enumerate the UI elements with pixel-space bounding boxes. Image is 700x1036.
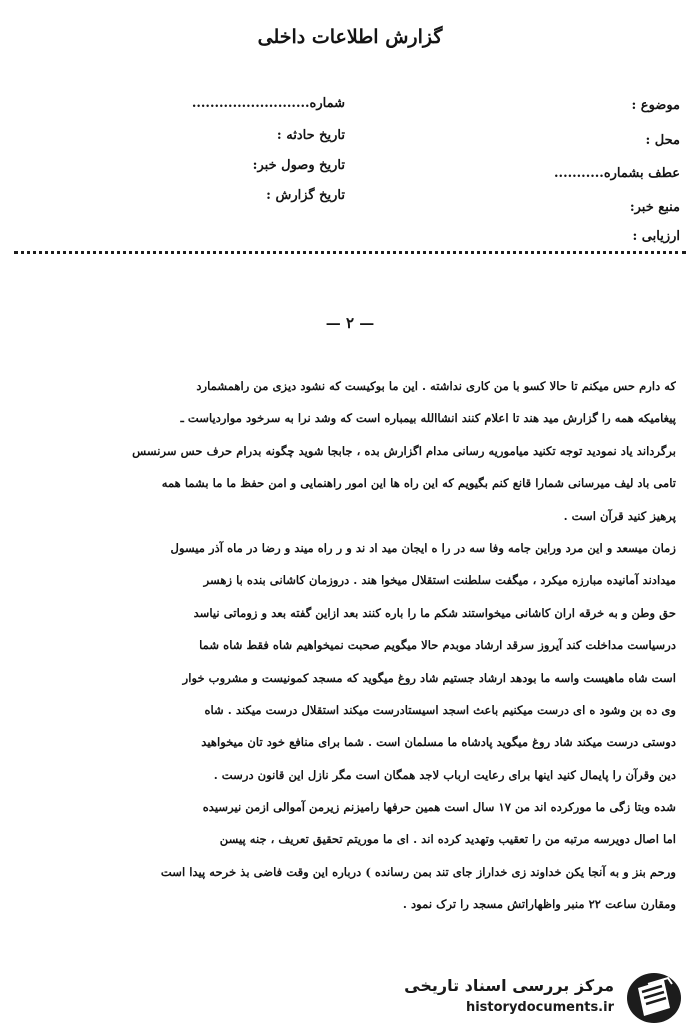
body-line: پیغامیکه همه را گزارش مید هند تا اعلام کنند انشاالله بیمباره است که وشد نرا به سرخود مواردیاست ـ <box>180 411 676 426</box>
news-receipt-date-label: تاریخ وصول خبر: <box>252 158 345 173</box>
incident-date-label: تاریخ حادثه : <box>276 128 345 143</box>
watermark-title: مرکز بررسی اسناد تاریخی <box>404 976 614 995</box>
header-divider <box>14 251 686 254</box>
number-label: شماره <box>309 96 345 111</box>
reference-value: ........... <box>554 166 604 181</box>
body-line: تامی باد لیف میرسانی شمارا قانع کنم بگیویم که این راه ها این امور راهنمایی و امن حفظ ما ما بشما همه <box>161 476 676 491</box>
body-line: زمان میسعد و این مرد وراین جامه وفا سه در را ه ایجان مید اد ند و ر راه میند و رضا در ماه آذر میسول <box>170 540 676 555</box>
archive-watermark <box>394 970 684 1026</box>
archive-logo-icon <box>624 970 684 1026</box>
report-body <box>20 370 676 921</box>
body-line: است شاه ماهیست واسه ما بودهد ارشاد جستیم شاد روغ میگوید که مسجد کمونیست و مشروب خوار <box>182 670 676 685</box>
page-number: — ۲ — <box>325 314 375 332</box>
body-line: که دارم حس میکنم تا حالا کسو با من کاری نداشته . این ما بوکیست که نشود دیزی من راهمشمارد <box>196 379 676 393</box>
body-line: شده وبتا زگی ما مورکرده اند من ۱۷ سال است همین حرفها رامیزنم زیرمن آموالی ازمن نیرسیده <box>202 800 676 815</box>
subject-label: موضوع : <box>631 98 680 113</box>
document-title: گزارش اطلاعات داخلی <box>257 26 443 48</box>
body-line: اما اصال دویرسه مرتبه من را تعقیب وتهدید کرده اند . ای ما موریتم تحقیق تعریف ، جنه پیسن <box>219 832 676 847</box>
report-date-label: تاریخ گزارش : <box>266 188 345 203</box>
reference-label: عطف بشماره <box>603 166 680 181</box>
body-line: برگرداند یاد نمودید توجه تکنید میاموریه رسانی مدام اگزارش بده ، جابجا شوید چگونه بدرام حرف حس سرنسس <box>132 443 676 458</box>
body-line: وی ده بن وشود ه ای درست میکنیم باعث اسجد اسیستادرست میکند استقلال درست میکند . شاه <box>204 702 676 717</box>
number-field <box>192 96 345 111</box>
body-line: دین وقرآن را پایمال کنید اینها برای رعایت ارباب لاجد همگان است مگر نازل این قانون درست . <box>213 767 676 782</box>
body-line: حق وطن و به خرقه اران کاشانی میخواستند شکم ما را باره کنند بعد ازاین گفته بعد و زوماتی نیاسد <box>193 605 676 620</box>
evaluation-label: ارزیابی : <box>632 229 680 244</box>
watermark-url: historydocuments.ir <box>465 1000 614 1015</box>
number-value: .......................... <box>191 96 310 111</box>
reference-number-field <box>554 166 680 181</box>
news-source-label: منبع خبر: <box>629 200 680 215</box>
body-line: ورحم بنز و به آنجا یکن خداوند زی خداراز جای تند بمن رسانده ) درباره این وقت فاضی بذ خرحه پیدا است <box>160 864 676 879</box>
body-line: دوستی درست میکند شاد روغ میگوید پادشاه ما مسلمان است . شما برای منافع خود تان میخواهید <box>201 735 676 750</box>
body-line: پرهیز کنید قرآن است . <box>563 508 676 523</box>
body-line: ومقارن ساعت ۲۲ منبر واظهاراتش مسجد را ترک نمود . <box>402 897 676 912</box>
location-label: محل : <box>645 133 680 148</box>
body-line: درسیاست مداخلت کند آیروز سرقد ارشاد موبدم حالا میگویم صحبت نمیخواهیم شاه فقط شاه شما <box>199 638 676 653</box>
body-line: میدادند آمانیده مبارزه میکرد ، میگفت سلطنت استقلال میخوا هند . دروزمان کاشانی بنده با زهسر <box>203 573 676 588</box>
